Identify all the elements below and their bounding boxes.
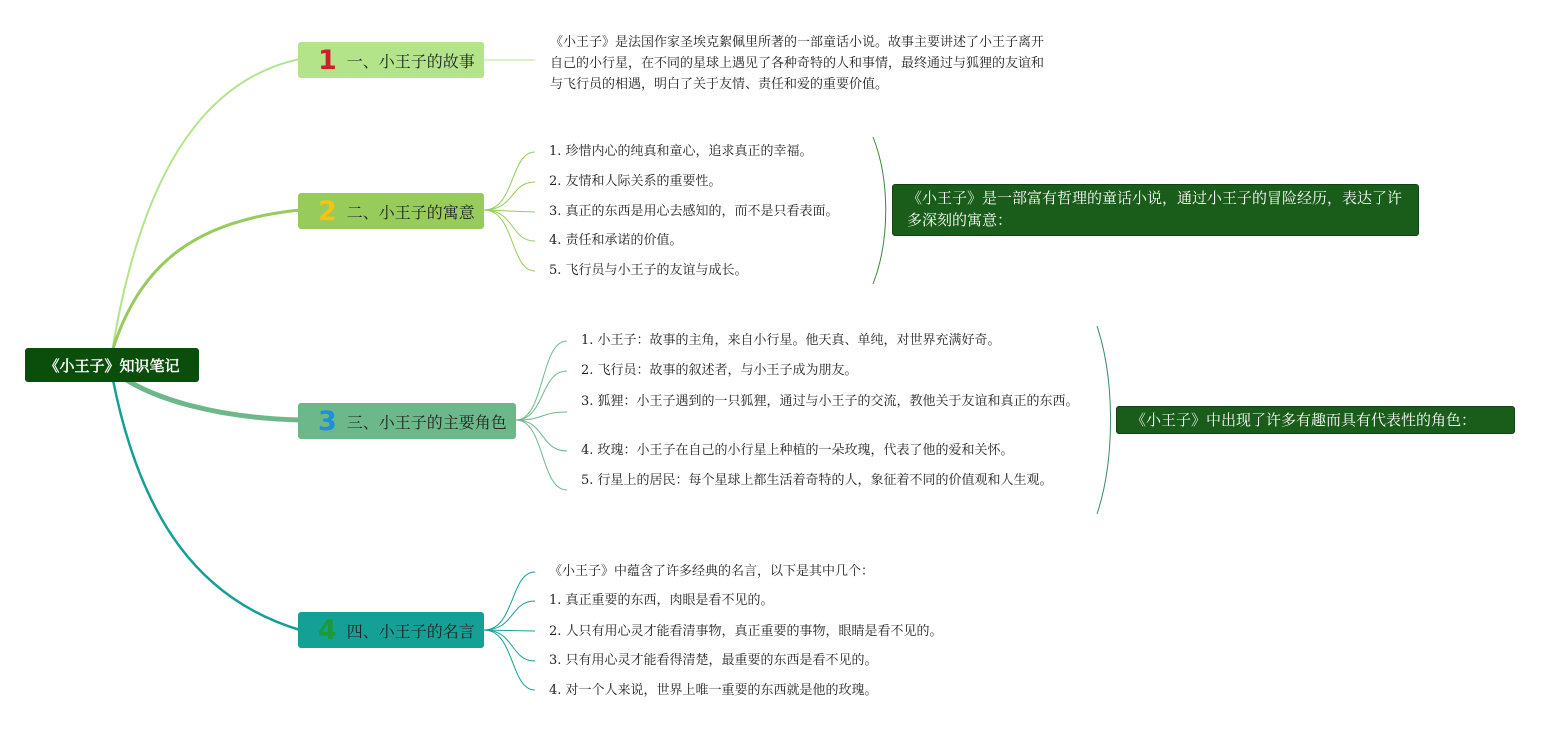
branch-node-meaning[interactable] [298, 193, 484, 229]
branch-node-story[interactable] [298, 42, 484, 78]
branch-label: 四、小王子的名言 [346, 621, 475, 641]
number-two-icon: 2 [318, 195, 337, 227]
quote-item[interactable]: 3. 只有用心灵才能看得清楚，最重要的东西是看不见的。 [549, 653, 878, 668]
branch-label: 三、小王子的主要角色 [346, 412, 507, 432]
story-text[interactable]: 《小王子》是法国作家圣埃克絮佩里所著的一部童话小说。故事主要讲述了小王子离开自己的小行星，在不同的星球上遇见了各种奇特的人和事情，最终通过与狐狸的友谊和与飞行员的相遇，明白了关于友情、责任和爱的重要价值。 [550, 35, 1045, 92]
bracket-meaning [873, 137, 886, 284]
number-one-icon: 1 [318, 44, 337, 76]
branch-label: 二、小王子的寓意 [346, 202, 475, 222]
branch-label: 一、小王子的故事 [346, 51, 475, 71]
quote-item[interactable]: 《小王子》中蕴含了许多经典的名言，以下是其中几个： [549, 564, 875, 579]
connector-branch4-fan [484, 572, 535, 690]
characters-summary-node[interactable] [1116, 406, 1515, 434]
connector-root-branch4 [112, 375, 300, 630]
meaning-item[interactable]: 1. 珍惜内心的纯真和童心，追求真正的幸福。 [549, 144, 813, 159]
meaning-item[interactable]: 4. 责任和承诺的价值。 [549, 233, 683, 248]
meaning-summary-node[interactable] [892, 184, 1419, 236]
character-item[interactable]: 1. 小王子：故事的主角，来自小行星。他天真、单纯，对世界充满好奇。 [581, 333, 1001, 348]
character-item[interactable]: 3. 狐狸：小王子遇到的一只狐狸，通过与小王子的交流，教他关于友谊和真正的东西。 [581, 394, 1079, 409]
root-node[interactable] [25, 348, 199, 382]
number-four-icon: 4 [318, 614, 337, 646]
bracket-characters [1097, 326, 1111, 514]
character-item[interactable]: 5. 行星上的居民：每个星球上都生活着奇特的人，象征着不同的价值观和人生观。 [581, 473, 1053, 488]
meaning-item[interactable]: 3. 真正的东西是用心去感知的，而不是只看表面。 [549, 204, 839, 219]
root-title: 《小王子》知识笔记 [44, 356, 180, 375]
meaning-item[interactable]: 2. 友情和人际关系的重要性。 [549, 174, 722, 189]
connector-branch3-fan [516, 341, 567, 490]
number-three-icon: 3 [318, 405, 337, 437]
quote-item[interactable]: 2. 人只有用心灵才能看清事物，真正重要的事物，眼睛是看不见的。 [549, 624, 943, 639]
meaning-summary-text: 《小王子》是一部富有哲理的童话小说，通过小王子的冒险经历，表达了许多深刻的寓意： [907, 189, 1403, 229]
connector-branch2-fan [484, 152, 535, 271]
characters-summary-text: 《小王子》中出现了许多有趣而具有代表性的角色： [1131, 411, 1477, 429]
branch-node-characters[interactable] [298, 403, 516, 439]
character-item[interactable]: 2. 飞行员：故事的叙述者，与小王子成为朋友。 [581, 363, 858, 378]
connector-root-branch1 [112, 59, 300, 352]
quote-item[interactable]: 1. 真正重要的东西，肉眼是看不见的。 [549, 593, 774, 608]
branch-node-quotes[interactable] [298, 612, 484, 648]
quote-item[interactable]: 4. 对一个人来说，世界上唯一重要的东西就是他的玫瑰。 [549, 683, 878, 698]
meaning-item[interactable]: 5. 飞行员与小王子的友谊与成长。 [549, 263, 748, 278]
character-item[interactable]: 4. 玫瑰：小王子在自己的小行星上种植的一朵玫瑰，代表了他的爱和关怀。 [581, 443, 1014, 458]
